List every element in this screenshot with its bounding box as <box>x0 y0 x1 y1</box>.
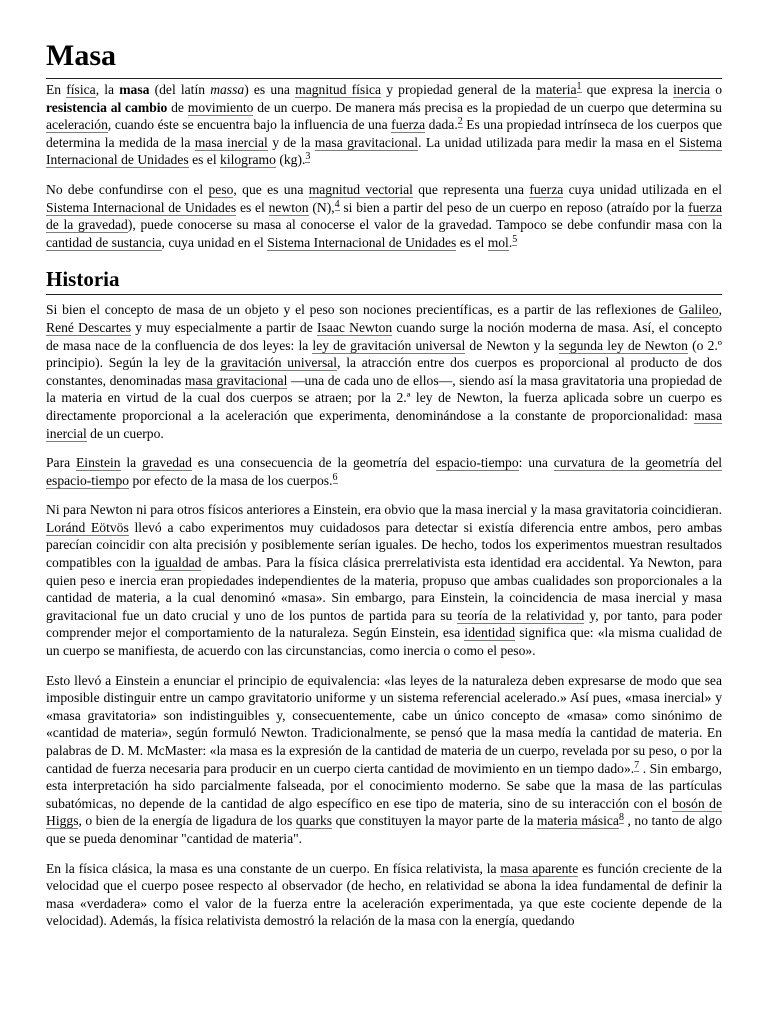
text-run: si bien a partir del peso de un cuerpo en reposo (atraído por la <box>339 199 689 215</box>
bold-term: resistencia al cambio <box>46 99 168 115</box>
text-run: No debe confundirse con el <box>46 181 209 197</box>
text-run: es el <box>188 152 221 168</box>
text-run: de un cuerpo. <box>86 425 164 441</box>
wiki-link[interactable]: Isaac Newton <box>316 319 393 335</box>
wiki-link[interactable]: Loránd Eötvös <box>46 519 129 535</box>
wiki-link[interactable]: Galileo <box>678 302 719 318</box>
page-title: Masa <box>46 36 722 79</box>
text-run: . La unidad utilizada para medir la masa en el <box>418 134 679 150</box>
wiki-link[interactable]: masa inercial <box>46 407 722 441</box>
text-run: ), puede conocerse su masa al conocerse el valor de la gravedad. Tampoco se debe confundir masa con la <box>127 217 722 233</box>
reference-sup <box>512 234 517 246</box>
text-run: y muy especialmente a partir de <box>131 319 317 335</box>
reference-link[interactable]: 3 <box>305 151 311 163</box>
text-run: cuya unidad utilizada en el <box>563 181 722 197</box>
text-run: , que es una <box>233 181 309 197</box>
wiki-link[interactable]: igualdad <box>154 555 202 571</box>
wiki-link[interactable]: newton <box>268 199 309 215</box>
intro-paragraph-2 <box>46 181 722 251</box>
wiki-link[interactable]: kilogramo <box>220 152 276 168</box>
wiki-link[interactable]: mol <box>487 234 509 250</box>
wiki-link[interactable]: masa gravitacional <box>314 134 419 150</box>
wiki-link[interactable]: física <box>66 82 96 97</box>
text-run: En la física clásica, la masa es una constante de un cuerpo. En física relativista, la <box>46 860 501 876</box>
text-run: Es una propiedad intrínseca de los cuerpos que determina la medida de la <box>46 117 722 150</box>
reference-sup <box>333 472 338 484</box>
text-run: (del latín <box>149 82 211 97</box>
text-run: de un cuerpo. De manera más precisa es la propiedad de un cuerpo que determina su <box>253 99 722 115</box>
text-run: es una consecuencia de la geometría del <box>191 455 436 471</box>
wiki-link[interactable]: peso <box>208 181 234 197</box>
wiki-link[interactable]: fuerza <box>391 117 426 133</box>
wiki-link[interactable]: gravedad <box>142 455 192 471</box>
intro <box>46 81 722 251</box>
text-run: o <box>710 82 722 97</box>
wiki-link[interactable]: segunda ley de Newton <box>558 337 688 353</box>
wiki-link[interactable]: Einstein <box>76 455 121 471</box>
text-run: que expresa la <box>581 82 674 97</box>
reference-link[interactable]: 6 <box>332 471 338 483</box>
text-run: . Sin embargo, esta interpretación ha sido parcialmente falseada, por el conocimiento moderno. Se sabe que la masa de las partículas subatómicas, no depende de la cantidad de algo específico en ese tipo de materia, sino de su interacción con el <box>46 760 722 811</box>
wiki-link[interactable]: identidad <box>464 625 516 641</box>
wiki-link[interactable]: Sistema Internacional de Unidades <box>46 134 722 168</box>
historia-paragraph-1 <box>46 301 722 442</box>
text-run: Ni para Newton ni para otros físicos anteriores a Einstein, era obvio que la masa inercial y la masa gravitatoria coincidieran. <box>46 502 722 518</box>
wiki-link[interactable]: gravitación universal <box>220 355 338 371</box>
text-run: llevó a cabo experimentos muy cuidadosos para detectar si existía diferencia entre ambos, pero ambas parecían coincidir con alta precisión y posiblemente serían iguales. De hecho, todos los experimentos muestran resultados compatibles con la <box>46 519 723 571</box>
text-run: es el <box>236 199 269 215</box>
reference-link[interactable]: 4 <box>334 198 340 210</box>
text-run: , no tanto de algo que se pueda denominar "cantidad de materia". <box>46 813 722 846</box>
text-run: , <box>718 302 722 318</box>
text-run: es el <box>456 234 488 250</box>
text-run: Esto llevó a Einstein a enunciar el principio de equivalencia: «las leyes de la naturaleza deben expresarse de modo que sea imposible distinguir entre un campo gravitatorio uniforme y un sistema referencial acelerado.» Así pues, «masa inercial» y «masa gravitatoria» son indistinguibles y, consecuentemente, cabe un único concepto de «masa» como sinónimo de «cantidad de materia», según formuló Newton. Tradicionalmente, se pensó que la masa medía la cantidad de materia. En palabras de D. M. McMaster: «la masa es la expresión de la cantidad de materia de un cuerpo, revelada por su peso, o por la cantidad de fuerza necesaria para producir en un cuerpo cierta cantidad de movimiento en un tiempo dado». <box>46 672 722 776</box>
wiki-link[interactable]: Sistema Internacional de Unidades <box>46 199 237 215</box>
wiki-link[interactable]: magnitud vectorial <box>308 181 413 197</box>
text-run: , o bien de la energía de ligadura de los <box>78 813 296 829</box>
italic-term: massa <box>210 82 245 97</box>
text-run: es función creciente de la velocidad que el cuerpo posee respecto al observador (de hecho, en relatividad se abona la idea fundamental de definir la masa «verdadera» como el valor de la fuerza entre la aceleración experimentada, ya que este cociente depende de la velocidad). Además, la física relativista demostró la relación de la masa con la energía, quedando <box>46 860 722 929</box>
text-run: Para <box>46 455 76 471</box>
text-run: y propiedad general de la <box>381 82 536 97</box>
wiki-link[interactable]: Sistema Internacional de Unidades <box>267 234 457 250</box>
reference-link[interactable]: 8 <box>618 812 624 824</box>
wiki-link[interactable]: curvatura de la geometría del espacio-tiempo <box>46 455 723 488</box>
text-run: de ambas. Para la física clásica prerrelativista esta identidad era accidental. Ya Newton, para quien peso e inercia eran propiedades independientes de la materia, propuso que ambas cualidades son proporcionales a la cantidad de materia, a la cual denominó «masa». Sin embargo, para Einstein, la coincidencia de masa inercial y masa gravitacional fue un dato crucial y uno de los puntos de partida para su <box>46 555 722 623</box>
reference-link[interactable]: 1 <box>576 81 582 92</box>
historia-paragraph-4 <box>46 672 722 848</box>
text-run: y, por tanto, para poder comprender mejor el comportamiento de la naturaleza. Según Einstein, esa <box>46 607 722 641</box>
historia-paragraph-2 <box>46 454 722 489</box>
text-run: , cuya unidad en el <box>161 234 268 250</box>
wiki-link[interactable]: materia <box>535 82 577 97</box>
wiki-link[interactable]: materia másica <box>536 813 619 829</box>
section-historia <box>46 265 722 930</box>
text-run: (kg). <box>275 152 306 168</box>
reference-sup <box>305 151 310 163</box>
wiki-link[interactable]: movimiento <box>187 99 254 115</box>
historia-paragraph-3 <box>46 501 722 659</box>
reference-link[interactable]: 2 <box>457 116 463 128</box>
historia-paragraph-5 <box>46 860 722 930</box>
text-run: , cuando éste se encuentra bajo la influencia de una <box>107 117 392 133</box>
wiki-link[interactable]: magnitud física <box>295 82 382 97</box>
wiki-link[interactable]: René Descartes <box>46 319 132 335</box>
text-run: . <box>508 234 513 250</box>
wiki-link[interactable]: cantidad de sustancia <box>46 234 162 250</box>
wiki-link[interactable]: teoría de la relatividad <box>457 607 585 623</box>
text-run: la <box>120 455 143 471</box>
wiki-link[interactable]: inercia <box>673 82 711 97</box>
text-run: de <box>167 99 188 115</box>
text-run: por efecto de la masa de los cuerpos. <box>129 472 333 488</box>
wiki-link[interactable]: fuerza de la gravedad <box>46 199 723 233</box>
section-heading: Historia <box>46 265 722 295</box>
text-run: ) es una <box>244 82 296 97</box>
text-run: , la <box>95 82 120 97</box>
reference-link[interactable]: 5 <box>512 233 518 245</box>
text-run: Si bien el concepto de masa de un objeto y el peso son nociones precientíficas, es a partir de las reflexiones de <box>46 302 679 318</box>
text-run: (o 2.º principio). Según la ley de la <box>46 337 722 371</box>
text-run: cuando surge la noción moderna de masa. Así, el concepto de masa nace de la confluencia de dos leyes: la <box>46 319 723 353</box>
text-run: significa que: «la misma cualidad de un cuerpo se manifiesta, de acuerdo con las circunstancias, como inercia o como el peso». <box>46 625 722 659</box>
text-run: (N), <box>308 199 335 215</box>
text-run: —una de cada uno de ellos—, siendo así la masa gravitatoria una propiedad de la materia en virtud de la cual dos cuerpos se atraen; por la 2.ª ley de Newton, la fuerza aplicada sobre un cuerpo es directamente proporcional a la aceleración que experimenta, denominándose a la constante de proporcionalidad: <box>46 372 723 423</box>
wiki-link[interactable]: espacio-tiempo <box>435 455 519 471</box>
text-run: que constituyen la mayor parte de la <box>332 813 537 829</box>
text-run: dada. <box>425 117 458 133</box>
wiki-link[interactable]: fuerza <box>529 181 564 197</box>
text-run: En <box>46 82 67 97</box>
text-run: : una <box>518 455 554 471</box>
wiki-link[interactable]: ley de gravitación universal <box>312 337 466 353</box>
wiki-link[interactable]: aceleración <box>46 117 108 133</box>
wiki-link[interactable]: masa gravitacional <box>184 372 288 388</box>
intro-paragraph-1 <box>46 81 722 169</box>
text-run: de Newton y la <box>465 337 559 353</box>
wiki-link[interactable]: masa aparente <box>500 860 579 876</box>
wiki-link[interactable]: masa inercial <box>194 134 268 150</box>
wiki-link[interactable]: bosón de Higgs <box>46 795 722 829</box>
bold-term: masa <box>119 82 150 97</box>
reference-link[interactable]: 7 <box>634 759 640 771</box>
text-run: y de la <box>267 134 315 150</box>
text-run: , la atracción entre dos cuerpos es proporcional al producto de dos constantes, denominadas <box>46 355 723 388</box>
text-run: que representa una <box>412 181 530 197</box>
wiki-link[interactable]: quarks <box>295 813 333 829</box>
